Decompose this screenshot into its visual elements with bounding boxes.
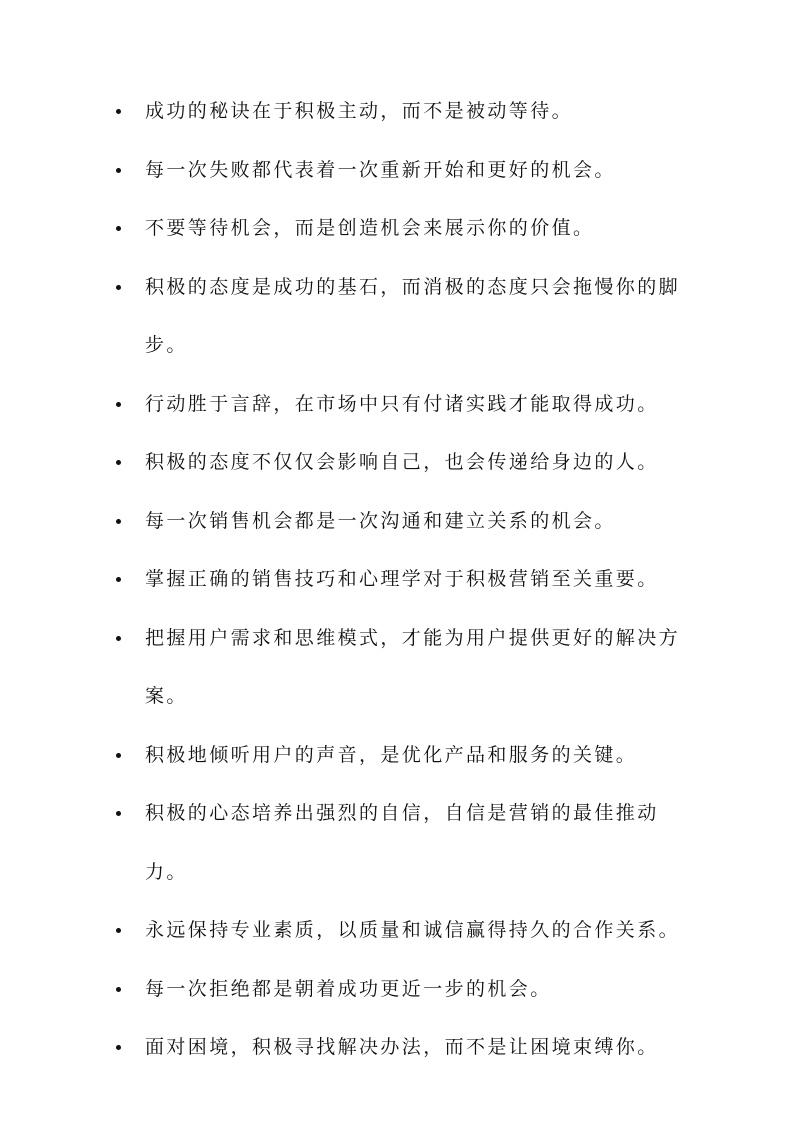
list-item-text: 掌握正确的销售技巧和心理学对于积极营销至关重要。: [145, 568, 659, 590]
list-item: [0, 258, 800, 375]
list-item-text: 每一次失败都代表着一次重新开始和更好的机会。: [145, 158, 616, 181]
list-item-text: 永远保持专业素质，以质量和诚信赢得持久的合作关系。: [145, 919, 681, 941]
list-item-text: 积极的态度不仅仅会影响自己，也会传递给身边的人。: [145, 451, 659, 473]
bullet-dot-icon: [116, 928, 121, 933]
list-item: [0, 784, 800, 901]
bullet-dot-icon: [116, 109, 121, 114]
list-item: [0, 1018, 800, 1077]
bullet-dot-icon: [116, 1045, 121, 1050]
list-item: [0, 82, 800, 141]
list-item: [0, 433, 800, 492]
bullet-dot-icon: [116, 636, 121, 641]
bullet-dot-icon: [116, 987, 121, 992]
list-item-text: 积极地倾听用户的声音，是优化产品和服务的关键。: [145, 743, 638, 766]
list-item: [0, 609, 800, 726]
bullet-dot-icon: [116, 460, 121, 465]
list-item: [0, 550, 800, 609]
bullet-dot-icon: [116, 402, 121, 407]
bullet-dot-icon: [116, 811, 121, 816]
list-item: [0, 901, 800, 960]
list-item-text: 行动胜于言辞，在市场中只有付诸实践才能取得成功。: [145, 392, 659, 415]
list-item-text: 积极的态度是成功的基石，而消极的态度只会拖慢你的脚步。: [145, 275, 681, 356]
list-item: [0, 199, 800, 258]
list-item: [0, 375, 800, 434]
bullet-dot-icon: [116, 577, 121, 582]
list-item-text: 把握用户需求和思维模式，才能为用户提供更好的解决方案。: [145, 626, 681, 707]
bullet-dot-icon: [116, 519, 121, 524]
list-item-text: 面对困境，积极寻找解决办法，而不是让困境束缚你。: [145, 1036, 659, 1058]
list-item-text: 不要等待机会，而是创造机会来展示你的价值。: [145, 217, 595, 239]
list-item-text: 成功的秘诀在于积极主动，而不是被动等待。: [145, 100, 574, 122]
list-item-text: 每一次拒绝都是朝着成功更近一步的机会。: [145, 977, 552, 1000]
list-item-text: 积极的心态培养出强烈的自信，自信是营销的最佳推动力。: [145, 802, 659, 883]
bullet-list: [0, 82, 800, 1077]
bullet-dot-icon: [116, 753, 121, 758]
list-item: [0, 492, 800, 551]
bullet-dot-icon: [116, 226, 121, 231]
list-item: [0, 726, 800, 785]
bullet-dot-icon: [116, 285, 121, 290]
list-item-text: 每一次销售机会都是一次沟通和建立关系的机会。: [145, 509, 616, 532]
bullet-dot-icon: [116, 168, 121, 173]
list-item: [0, 960, 800, 1019]
list-item: [0, 141, 800, 200]
